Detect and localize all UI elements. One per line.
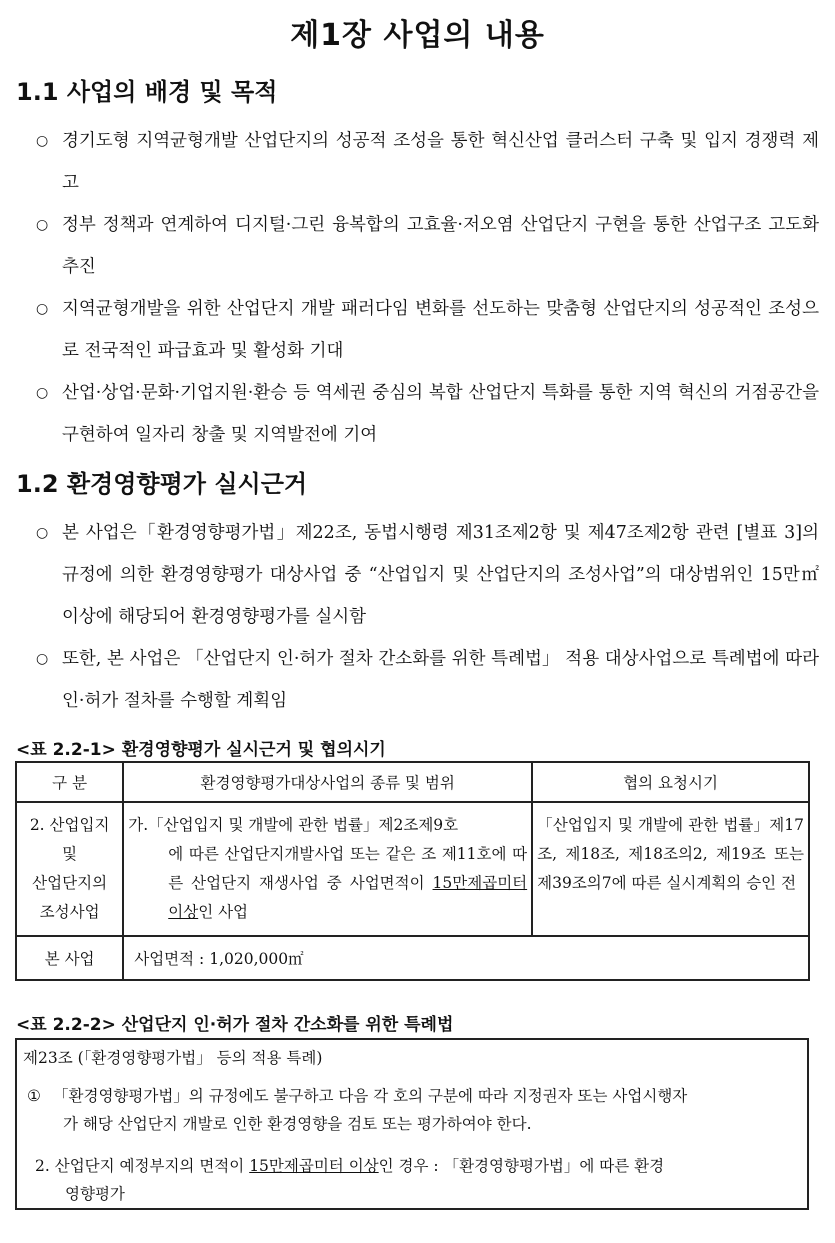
- item-paragraph: 2. 산업단지 예정부지의 면적이 15만제곱미터 이상인 경우 : 「환경영향평가법」에 따른 환경 영향평가: [35, 1157, 665, 1203]
- bullet-mark: ○: [36, 525, 49, 541]
- list-item: ○ 지역균형개발을 위한 산업단지 개발 패러다임 변화를 선도하는 맞춤형 산업단지의 성공적인 조성으로 전국적인 파급효과 및 활성화 기대: [0, 288, 835, 372]
- background-bullet-list: [0, 120, 835, 456]
- bullet-mark: ○: [36, 385, 49, 401]
- row2-category-cell: 본 사업: [16, 936, 123, 980]
- list-item: ○ 산업·상업·문화·기업지원·환승 등 역세권 중심의 복합 산업단지 특화를 통한 지역 혁신의 거점공간을 구현하여 일자리 창출 및 지역발전에 기여: [0, 372, 835, 456]
- table-row: [16, 936, 809, 980]
- legal-basis-bullet-list: [0, 512, 835, 722]
- table-row: [16, 802, 809, 936]
- table2-caption: <표 2.2-2> 산업단지 인·허가 절차 간소화를 위한 특례법: [16, 1015, 454, 1035]
- list-item: ○ 경기도형 지역균형개발 산업단지의 성공적 조성을 통한 혁신산업 클러스터 구축 및 입지 경쟁력 제고: [0, 120, 835, 204]
- clause-mark: ①: [27, 1087, 41, 1105]
- row1-category-cell: 2. 산업입지 및 산업단지의 조성사업: [16, 802, 123, 936]
- table1-caption: <표 2.2-1> 환경영향평가 실시근거 및 협의시기: [16, 740, 386, 760]
- bullet-mark: ○: [36, 651, 49, 667]
- header-timing: 협의 요청시기: [532, 762, 809, 802]
- list-item: ○ 또한, 본 사업은 「산업단지 인·허가 절차 간소화를 위한 특례법」 적용 대상사업으로 특례법에 따라 인·허가 절차를 수행할 계획임: [0, 638, 835, 722]
- clause-paragraph: ① 「환경영향평가법」의 규정에도 불구하고 다음 각 호의 구분에 따라 지정권자 또는 사업시행자 가 해당 산업단지 개발로 인한 환경영향을 검토 또는 평가하여야 한다.: [27, 1082, 797, 1138]
- article-heading: 제23조 (「환경영향평가법」 등의 적용 특례): [23, 1049, 323, 1067]
- chapter-title: 제1장 사업의 내용: [290, 18, 545, 53]
- row1-scope-cell: 가.「산업입지 및 개발에 관한 법률」제2조제9호 에 따른 산업단지개발사업 또는 같은 조 제11호에 따른 산업단지 재생사업 중 사업면적이 15만제곱미터 이상인 사업: [123, 802, 532, 936]
- table-header-row: [16, 762, 809, 802]
- bullet-mark: ○: [36, 301, 49, 317]
- legal-basis-table: [15, 761, 810, 981]
- row1-timing-cell: 「산업입지 및 개발에 관한 법률」제17조, 제18조, 제18조의2, 제19조 또는 제39조의7에 따른 실시계획의 승인 전: [532, 802, 809, 936]
- header-category: 구 분: [16, 762, 123, 802]
- underlined-threshold: 15만제곱미터 이상: [249, 1157, 379, 1175]
- underlined-threshold: 15만제곱미터 이상: [168, 874, 528, 921]
- bullet-mark: ○: [36, 133, 49, 149]
- list-item: ○ 본 사업은「환경영향평가법」제22조, 동법시행령 제31조제2항 및 제47조제2항 관련 [별표 3]의 규정에 의한 환경영향평가 대상사업 중 “산업입지 및 산업단지의 조성사업”의 대상범위인 15만㎡ 이상에 해당되어 환경영향평가를 실시함: [0, 512, 835, 638]
- row2-value-cell: 사업면적 : 1,020,000㎡: [123, 936, 809, 980]
- bullet-mark: ○: [36, 217, 49, 233]
- section-title-background: 1.1 사업의 배경 및 목적: [16, 78, 278, 106]
- list-item: ○ 정부 정책과 연계하여 디지털·그린 융복합의 고효율·저오염 산업단지 구현을 통한 산업구조 고도화 추진: [0, 204, 835, 288]
- special-act-box: [15, 1038, 809, 1210]
- section-title-legal-basis: 1.2 환경영향평가 실시근거: [16, 470, 308, 498]
- header-scope: 환경영향평가대상사업의 종류 및 범위: [123, 762, 532, 802]
